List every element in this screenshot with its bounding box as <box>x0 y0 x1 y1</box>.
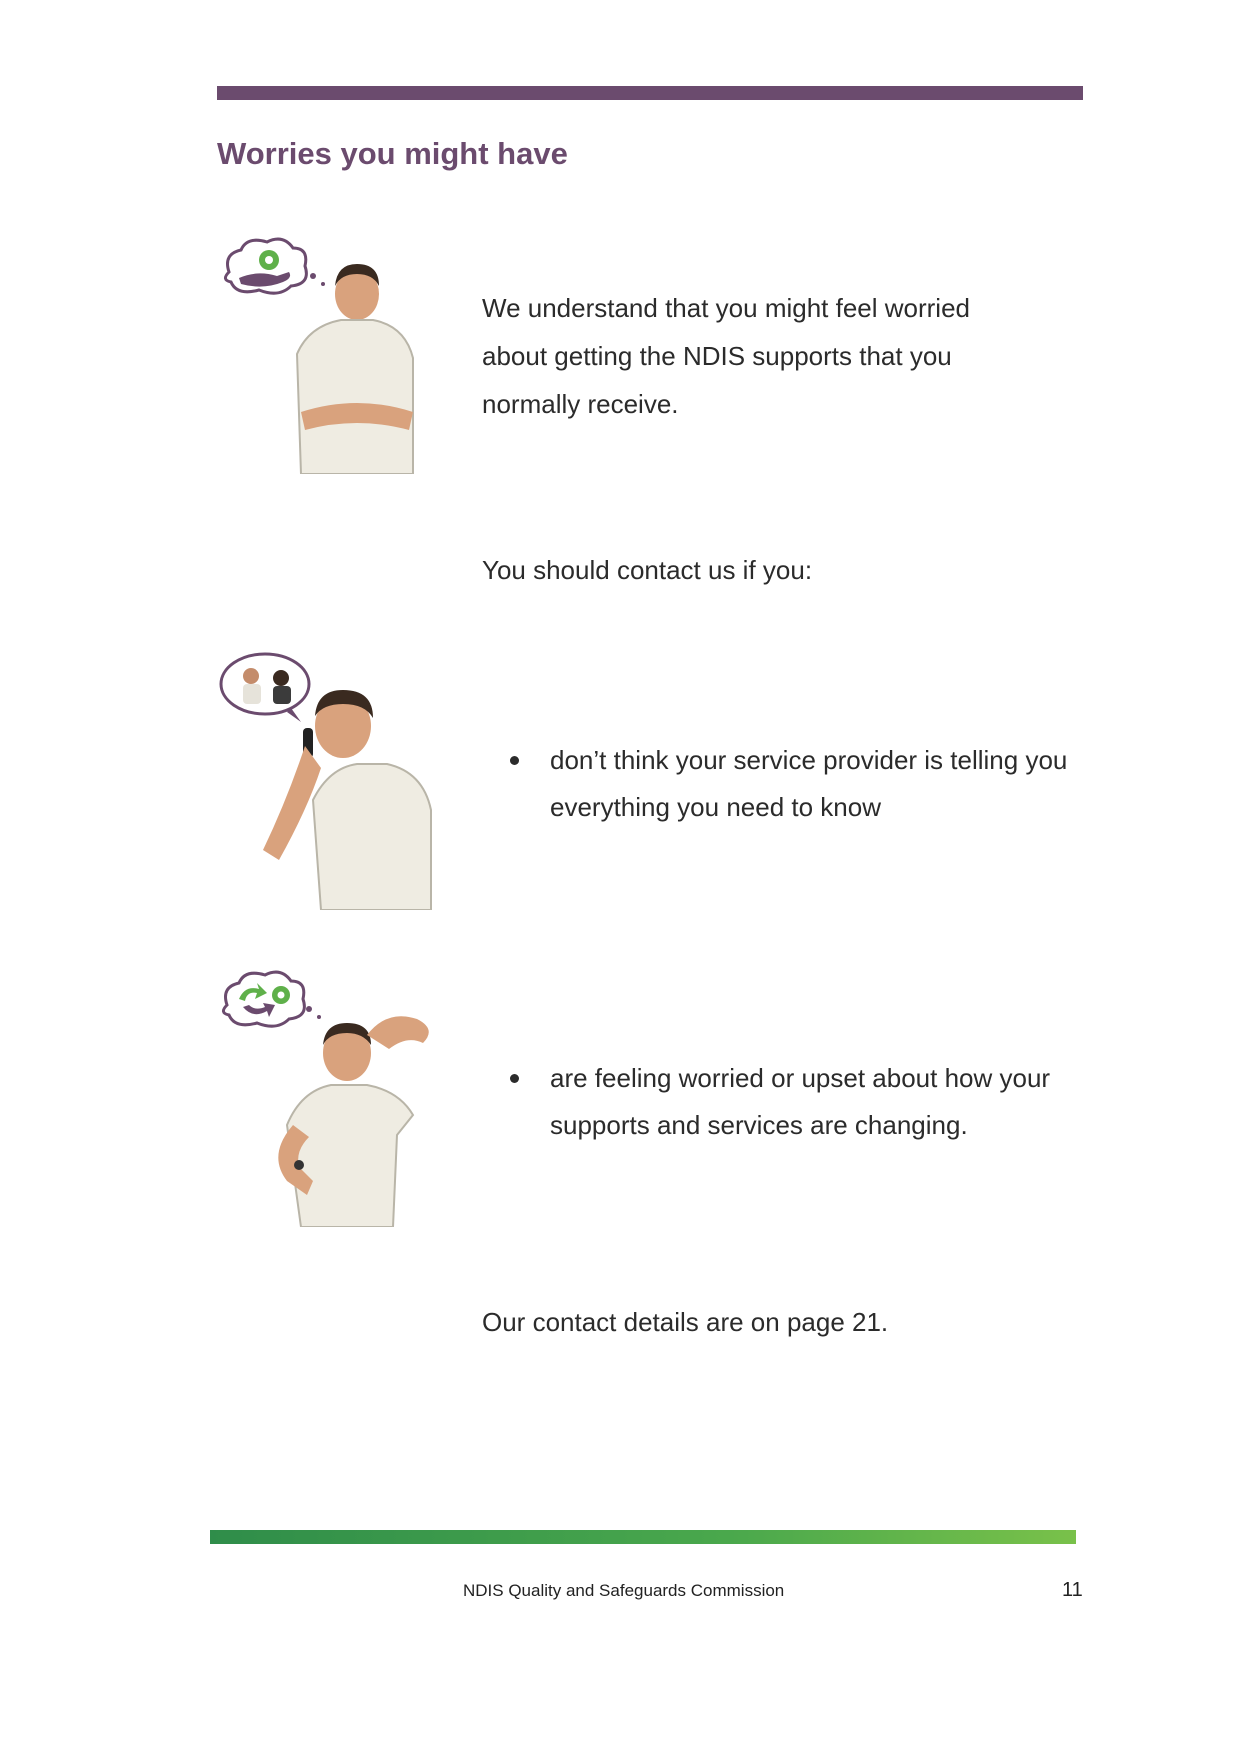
bullet-item <box>510 1055 1090 1149</box>
worried-man-hand-on-head-illustration <box>217 965 457 1227</box>
watch-icon <box>294 1160 304 1170</box>
man-figure <box>278 1016 428 1227</box>
bottom-divider <box>210 1530 1076 1544</box>
bullet-dot-icon <box>510 1074 519 1083</box>
page-heading: Worries you might have <box>217 136 568 171</box>
top-divider <box>217 86 1083 100</box>
man-on-phone-illustration <box>217 650 447 910</box>
man-figure <box>263 690 431 910</box>
bullet-dot-icon <box>510 756 519 765</box>
bullet-text: don’t think your service provider is telling you everything you need to know <box>550 745 1068 822</box>
contact-note: Our contact details are on page 21. <box>482 1307 889 1337</box>
thought-bubble-provider-icon <box>221 654 309 722</box>
man-figure <box>297 264 413 474</box>
intro-paragraph: We understand that you might feel worried about getting the NDIS supports that you normally receive. <box>482 293 971 419</box>
worried-man-arms-crossed-illustration <box>217 234 427 474</box>
bullet-text: are feeling worried or upset about how your supports and services are changing. <box>550 1063 1051 1140</box>
footer-title: NDIS Quality and Safeguards Commission <box>463 1581 785 1600</box>
thought-bubble-support-icon <box>225 239 325 293</box>
contact-prompt: You should contact us if you: <box>482 555 813 585</box>
thought-bubble-change-icon <box>223 972 321 1026</box>
page-number: 11 <box>1062 1579 1083 1601</box>
bullet-item <box>510 737 1090 831</box>
